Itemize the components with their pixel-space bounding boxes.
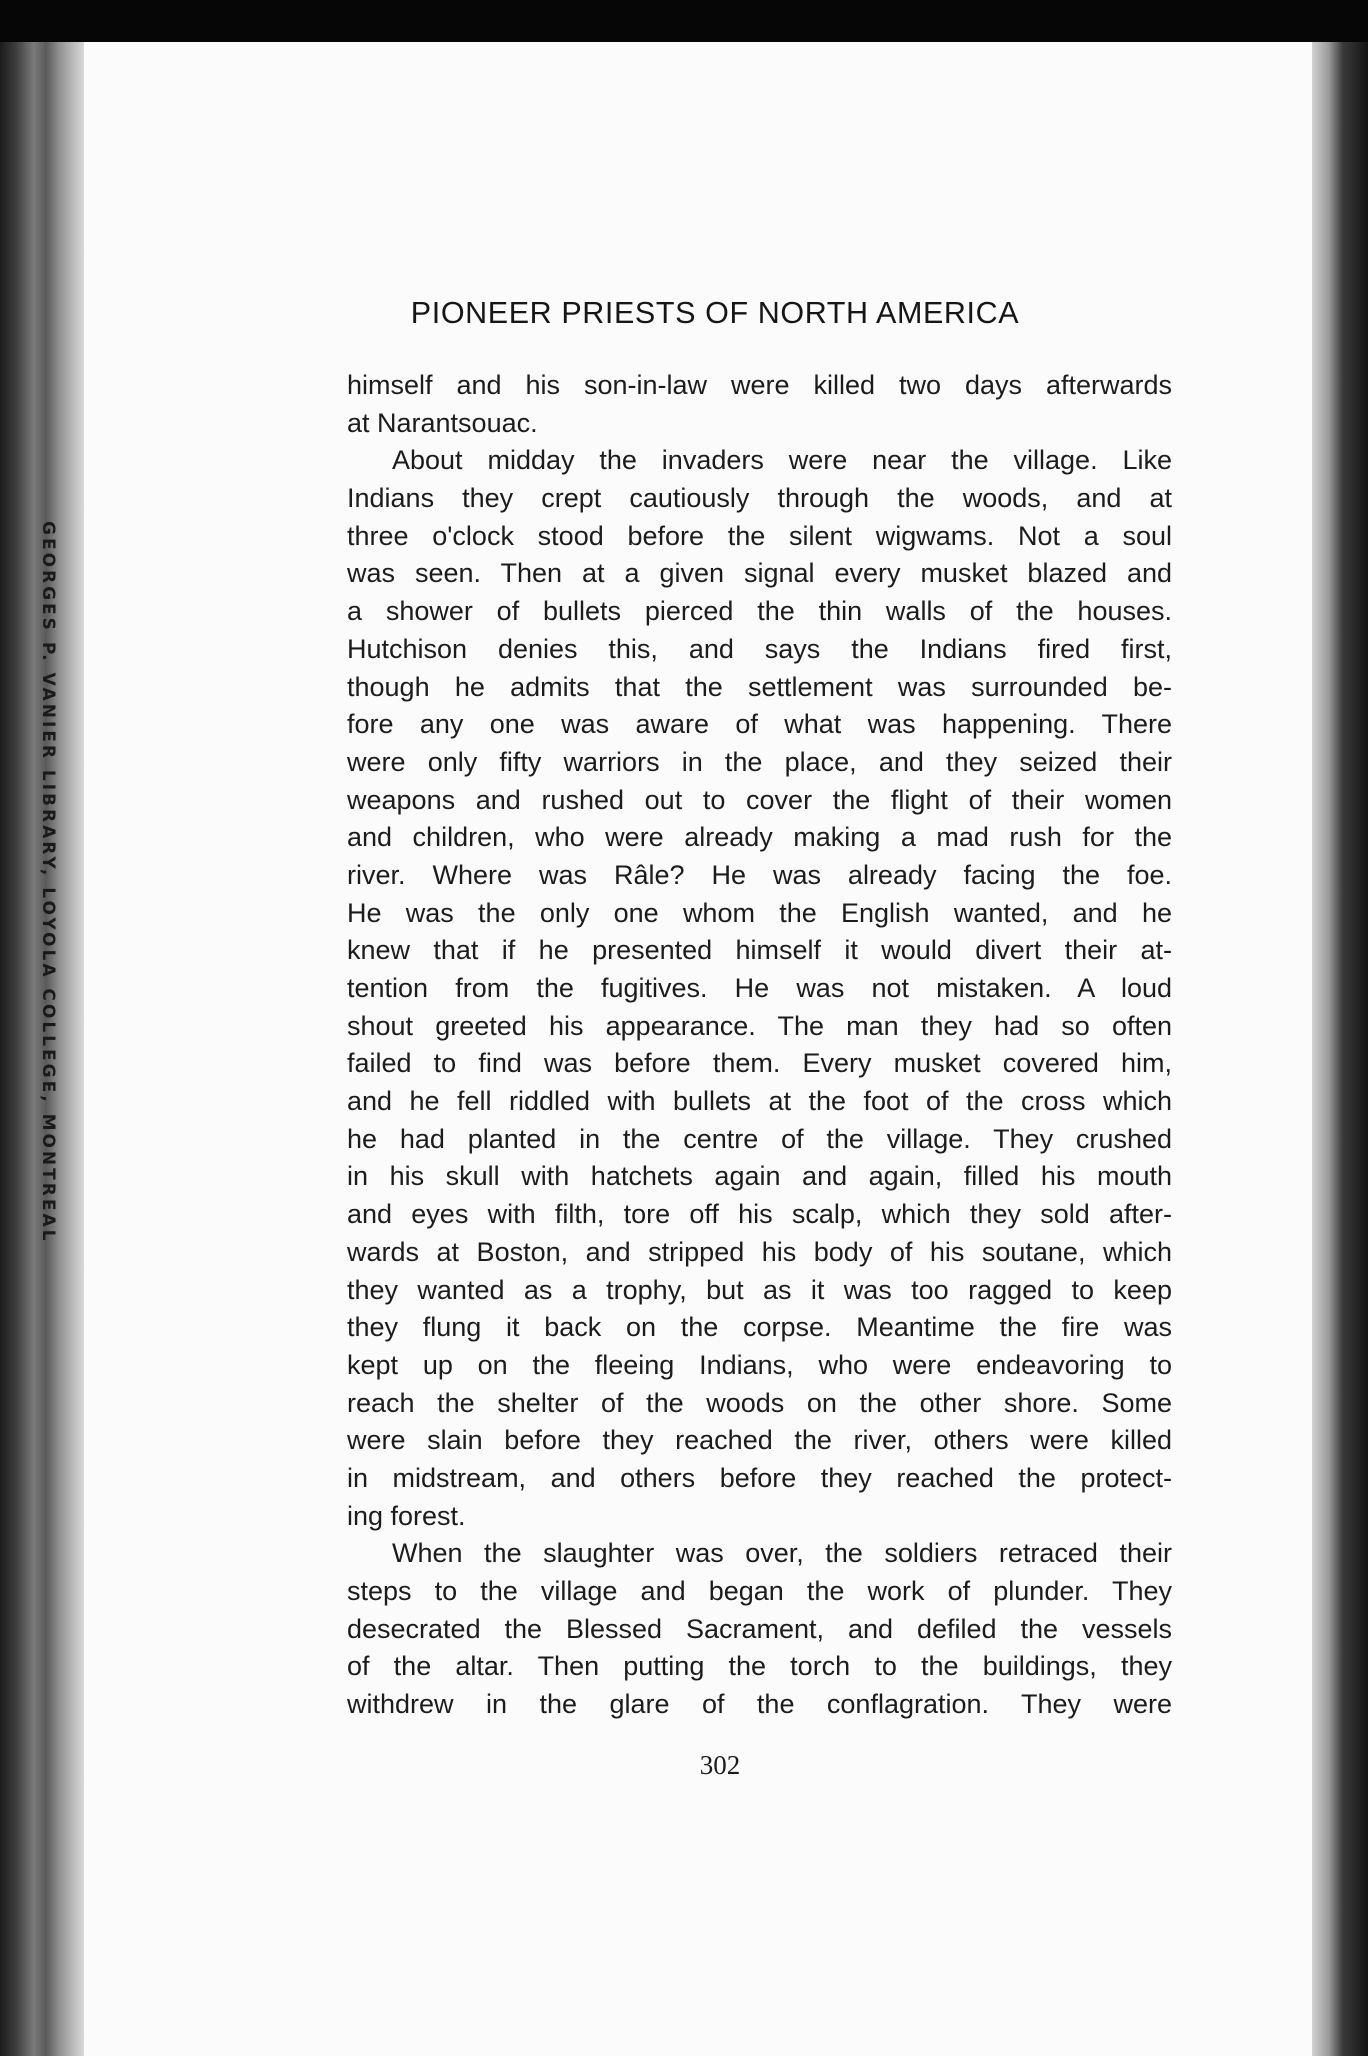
text-line: ing forest. <box>347 1500 466 1531</box>
text-line: wards at Boston, and stripped his body of his soutane, which <box>347 1236 1172 1267</box>
library-stamp: GEORGES P. VANIER LIBRARY, LOYOLA COLLEGE, MONTREAL <box>38 520 58 1244</box>
text-line: kept up on the fleeing Indians, who were endeavoring to <box>347 1349 1172 1380</box>
text-line: reach the shelter of the woods on the other shore. Some <box>347 1387 1172 1418</box>
text-line: was seen. Then at a given signal every musket blazed and <box>347 558 1172 589</box>
page-number: 302 <box>699 1750 741 1780</box>
text-line: failed to find was before them. Every musket covered him, <box>347 1048 1172 1079</box>
text-line: they wanted as a trophy, but as it was too ragged to keep <box>347 1274 1172 1305</box>
text-line: of the altar. Then putting the torch to the buildings, they <box>347 1651 1172 1682</box>
text-line: though he admits that the settlement was surrounded be- <box>347 671 1172 702</box>
text-line: He was the only one whom the English wanted, and he <box>347 897 1172 928</box>
page-edge <box>1312 42 1368 2056</box>
text-line: About midday the invaders were near the village. Like <box>392 445 1172 476</box>
text-line: knew that if he presented himself it would divert their at- <box>347 935 1172 966</box>
text-line: river. Where was Râle? He was already facing the foe. <box>347 859 1172 890</box>
text-line: a shower of bullets pierced the thin walls of the houses. <box>347 596 1172 627</box>
text-line: steps to the village and began the work of plunder. They <box>347 1576 1172 1606</box>
text-line: were only fifty warriors in the place, and they seized their <box>347 746 1172 777</box>
text-line: shout greeted his appearance. The man they had so often <box>347 1010 1172 1041</box>
text-line: fore any one was aware of what was happening. There <box>347 709 1172 740</box>
text-line: desecrated the Blessed Sacrament, and defiled the vessels <box>347 1613 1172 1644</box>
text-line: were slain before they reached the river, others were killed <box>347 1425 1172 1456</box>
text-line: in midstream, and others before they reached the protect- <box>347 1462 1172 1493</box>
body-text <box>347 367 1172 1724</box>
text-line: When the slaughter was over, the soldiers retraced their <box>392 1538 1172 1569</box>
text-line: and eyes with filth, tore off his scalp, which they sold after- <box>347 1199 1172 1230</box>
text-line: they flung it back on the corpse. Meantime the fire was <box>347 1312 1172 1343</box>
text-line: three o'clock stood before the silent wigwams. Not a soul <box>347 520 1172 551</box>
text-line: weapons and rushed out to cover the flight of their women <box>347 784 1172 815</box>
text-line: withdrew in the glare of the conflagration. They were <box>347 1689 1172 1720</box>
text-line: in his skull with hatchets again and again, filled his mouth <box>347 1161 1172 1192</box>
text-line: and children, who were already making a mad rush for the <box>347 822 1172 853</box>
text-line: he had planted in the centre of the village. They crushed <box>347 1123 1172 1154</box>
scan-top-margin <box>0 0 1368 42</box>
text-line: Hutchison denies this, and says the Indians fired first, <box>347 633 1172 664</box>
text-line: and he fell riddled with bullets at the foot of the cross which <box>347 1086 1172 1117</box>
text-line: at Narantsouac. <box>347 407 538 438</box>
running-head: PIONEER PRIESTS OF NORTH AMERICA <box>410 296 1020 330</box>
text-line: tention from the fugitives. He was not mistaken. A loud <box>347 973 1172 1003</box>
book-spine <box>0 42 84 2056</box>
text-line: himself and his son-in-law were killed two days afterwards <box>347 370 1172 400</box>
text-line: Indians they crept cautiously through the woods, and at <box>347 483 1172 514</box>
